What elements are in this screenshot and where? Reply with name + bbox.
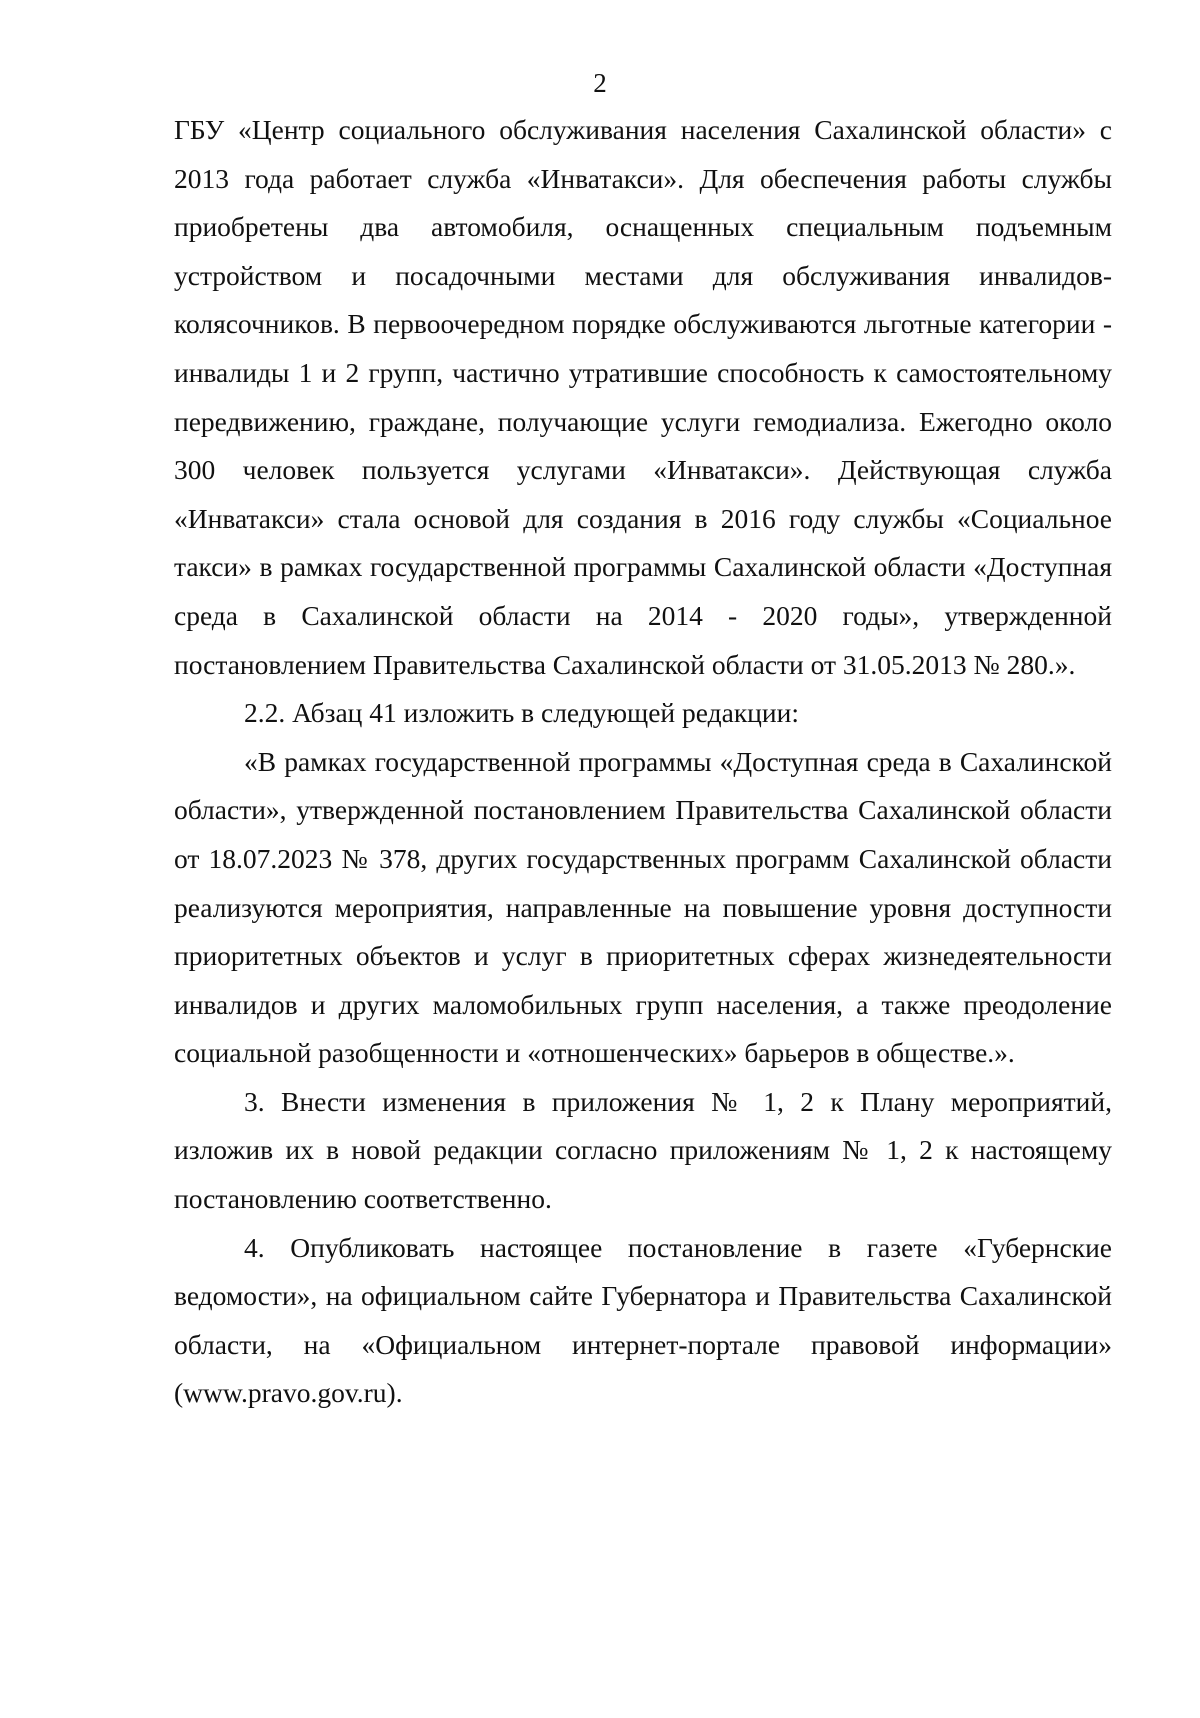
paragraph-invataxi: ГБУ «Центр социального обслуживания населения Сахалинской области» с 2013 года работает служба «Инватакси». Для обеспечения работы службы приобретены два автомобиля, оснащенных специальным подъемным устройством и посадочными местами для обслуживания инвалидов-колясочников. В первоочередном порядке обслуживаются льготные категории - инвалиды 1 и 2 групп, частично утратившие способность к самостоятельному передвижению, граждане, получающие услуги гемодиализа. Ежегодно около 300 человек пользуется услугами «Инватакси». Действующая служба «Инватакси» стала основой для создания в 2016 году службы «Социальное такси» в рамках государственной программы Сахалинской области «Доступная среда в Сахалинской области на 2014 - 2020 годы», утвержденной постановлением Правительства Сахалинской области от 31.05.2013 № 280.».: [174, 114, 1112, 680]
paragraph-accessible-environment: «В рамках государственной программы «Доступная среда в Сахалинской области», утвержденной постановлением Правительства Сахалинской области от 18.07.2023 № 378, других государственных программ Сахалинской области реализуются мероприятия, направленные на повышение уровня доступности приоритетных объектов и услуг в приоритетных сферах жизнедеятельности инвалидов и других маломобильных групп населения, а также преодоление социальной разобщенности и «отношенческих» барьеров в обществе.».: [174, 745, 1112, 1069]
paragraph-2-2: 2.2. Абзац 41 изложить в следующей редакции:: [244, 697, 799, 729]
paragraph-item-3: 3. Внести изменения в приложения № 1, 2 к Плану мероприятий, изложив их в новой редакции согласно приложениям № 1, 2 к настоящему постановлению соответственно.: [174, 1085, 1112, 1215]
page-number: 2: [593, 68, 607, 98]
paragraph-item-4: 4. Опубликовать настоящее постановление в газете «Губернские ведомости», на официальном сайте Губернатора и Правительства Сахалинской области, на «Официальном интернет-портале правовой информации» (www.pravo.gov.ru).: [174, 1231, 1112, 1409]
document-body: [174, 106, 1112, 1418]
